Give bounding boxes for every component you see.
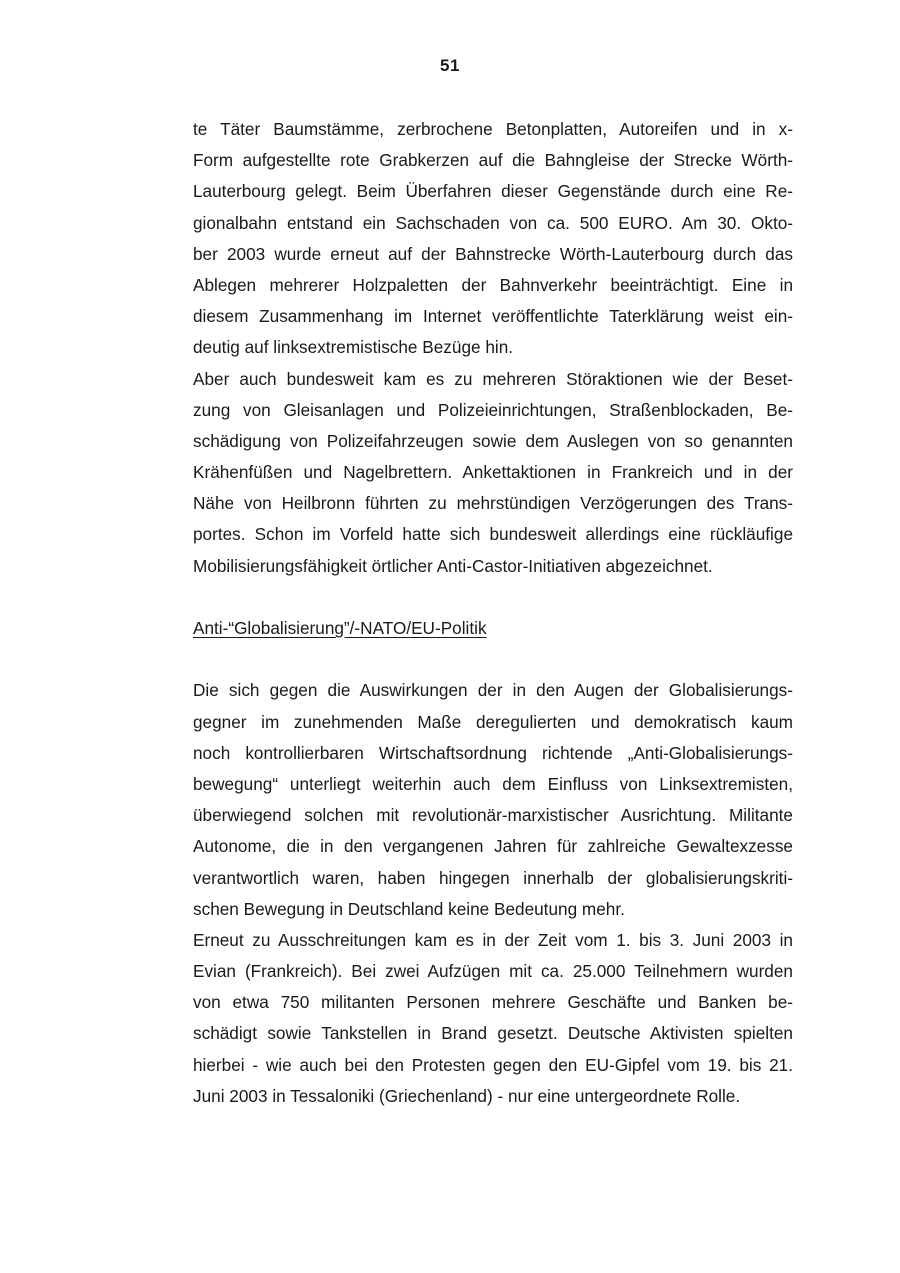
text-line: gionalbahn entstand ein Sachschaden von ca. 500 EURO. Am 30. Okto- bbox=[193, 212, 793, 233]
text-line: schädigung von Polizeifahrzeugen sowie dem Auslegen von so genannten bbox=[193, 430, 793, 451]
text-line: verantwortlich waren, haben hingegen innerhalb der globalisierungskriti- bbox=[193, 867, 793, 888]
text-line: Krähenfüßen und Nagelbrettern. Ankettaktionen in Frankreich und in der bbox=[193, 462, 793, 483]
section-heading bbox=[193, 613, 793, 644]
text-line: Evian (Frankreich). Bei zwei Aufzügen mit ca. 25.000 Teilnehmern wurden bbox=[193, 961, 793, 982]
paragraph-evian-riots bbox=[193, 925, 793, 1112]
text-line: schädigt sowie Tankstellen in Brand gesetzt. Deutsche Aktivisten spielten bbox=[193, 1023, 793, 1044]
text-line: deutig auf linksextremistische Bezüge hin. bbox=[193, 337, 514, 358]
text-line: Die sich gegen die Auswirkungen der in den Augen der Globalisierungs- bbox=[193, 680, 793, 701]
text-line: noch kontrollierbaren Wirtschaftsordnung richtende „Anti-Globalisierungs- bbox=[193, 742, 793, 763]
blank-line bbox=[193, 644, 793, 675]
paragraph-nationwide-actions bbox=[193, 364, 793, 582]
text-line: Nähe von Heilbronn führten zu mehrstündigen Verzögerungen des Trans- bbox=[193, 493, 793, 514]
text-line: überwiegend solchen mit revolutionär-marxistischer Ausrichtung. Militante bbox=[193, 805, 793, 826]
text-line: Lauterbourg gelegt. Beim Überfahren dieser Gegenstände durch eine Re- bbox=[193, 181, 793, 202]
text-line: Ablegen mehrerer Holzpaletten der Bahnverkehr beeinträchtigt. Eine in bbox=[193, 274, 793, 295]
text-line: Aber auch bundesweit kam es zu mehreren Störaktionen wie der Beset- bbox=[193, 368, 793, 389]
paragraph-castor-incidents bbox=[193, 114, 793, 364]
section-heading-text: Anti-“Globalisierung”/-NATO/EU-Politik bbox=[193, 618, 487, 638]
text-line: Juni 2003 in Tessaloniki (Griechenland) - nur eine untergeordnete Rolle. bbox=[193, 1085, 741, 1106]
text-line: von etwa 750 militanten Personen mehrere Geschäfte und Banken be- bbox=[193, 992, 793, 1013]
page-number: 51 bbox=[440, 56, 460, 75]
blank-line bbox=[193, 582, 793, 613]
text-line: bewegung“ unterliegt weiterhin auch dem Einfluss von Linksextremisten, bbox=[193, 773, 793, 794]
text-line: gegner im zunehmenden Maße deregulierten und demokratisch kaum bbox=[193, 711, 793, 732]
document-body bbox=[193, 114, 793, 1112]
paragraph-globalisation-movement bbox=[193, 675, 793, 925]
text-line: Form aufgestellte rote Grabkerzen auf die Bahngleise der Strecke Wörth- bbox=[193, 150, 793, 171]
text-line: diesem Zusammenhang im Internet veröffentlichte Taterklärung weist ein- bbox=[193, 306, 793, 327]
text-line: portes. Schon im Vorfeld hatte sich bundesweit allerdings eine rückläufige bbox=[193, 524, 793, 545]
text-line: zung von Gleisanlagen und Polizeieinrichtungen, Straßenblockaden, Be- bbox=[193, 399, 793, 420]
text-line: Mobilisierungsfähigkeit örtlicher Anti-Castor-Initiativen abgezeichnet. bbox=[193, 555, 713, 576]
text-line: schen Bewegung in Deutschland keine Bedeutung mehr. bbox=[193, 898, 625, 919]
text-line: Autonome, die in den vergangenen Jahren für zahlreiche Gewaltexzesse bbox=[193, 836, 793, 857]
text-line: ber 2003 wurde erneut auf der Bahnstrecke Wörth-Lauterbourg durch das bbox=[193, 243, 793, 264]
text-line: te Täter Baumstämme, zerbrochene Betonplatten, Autoreifen und in x- bbox=[193, 119, 793, 139]
text-line: hierbei - wie auch bei den Protesten gegen den EU-Gipfel vom 19. bis 21. bbox=[193, 1054, 793, 1075]
text-line: Erneut zu Ausschreitungen kam es in der Zeit vom 1. bis 3. Juni 2003 in bbox=[193, 929, 793, 950]
